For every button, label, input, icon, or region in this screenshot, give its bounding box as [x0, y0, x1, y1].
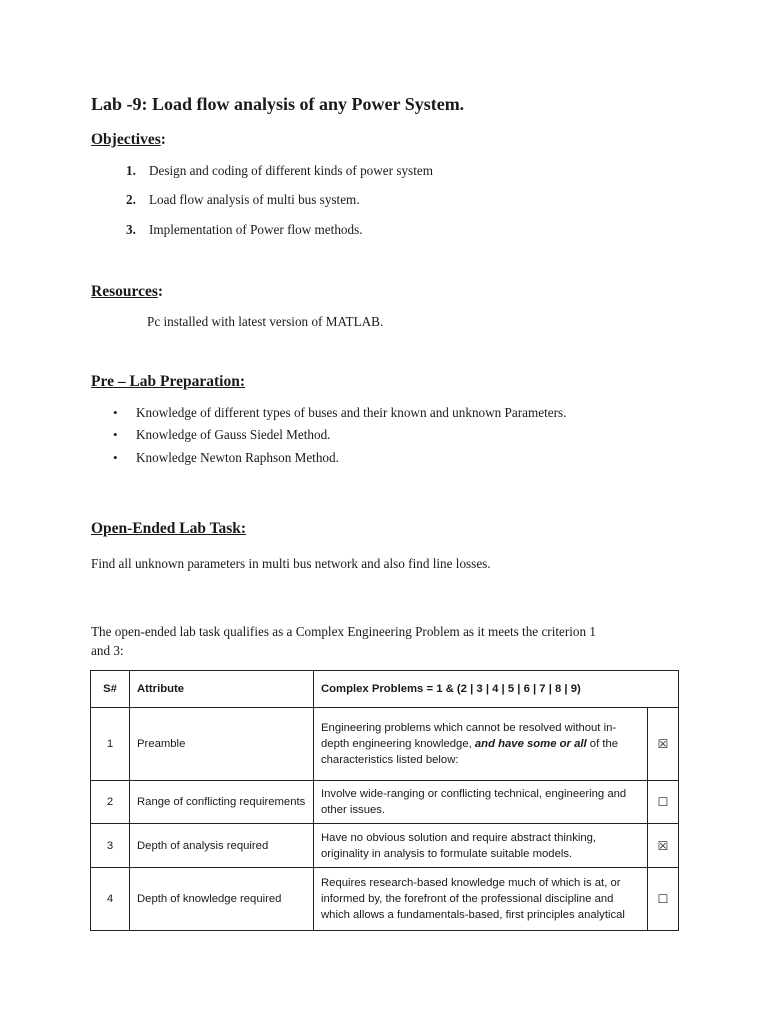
- list-item: Knowledge of Gauss Siedel Method.: [136, 427, 331, 442]
- bullet-icon: •: [113, 427, 118, 442]
- row-description: Requires research-based knowledge much of which is at, or informed by, the forefront of the professional discipline and which allows a fundamentals-based, first principles analytical: [314, 868, 648, 931]
- list-item-number: 1.: [126, 163, 136, 178]
- checked-box-icon[interactable]: ☒: [648, 824, 679, 868]
- table-row: [91, 868, 679, 931]
- row-sn: 4: [91, 868, 130, 931]
- open-task-heading: Open-Ended Lab Task:: [91, 520, 247, 537]
- table-row: [91, 824, 679, 868]
- header-complex-problems: Complex Problems = 1 & (2 | 3 | 4 | 5 | 6 | 7 | 8 | 9): [314, 671, 679, 708]
- row-description: Involve wide-ranging or conflicting technical, engineering and other issues.: [314, 781, 648, 824]
- row-description-part: Engineering problems which cannot be resolved without in-depth engineering knowledge,: [321, 722, 617, 750]
- header-sn: S#: [91, 671, 130, 708]
- row-description: [314, 708, 648, 781]
- row-description: Have no obvious solution and require abstract thinking, originality in analysis to formulate suitable models.: [314, 824, 648, 868]
- page-title: Lab -9: Load flow analysis of any Power System.: [91, 94, 465, 114]
- row-attribute: Range of conflicting requirements: [130, 781, 314, 824]
- list-item: Implementation of Power flow methods.: [149, 222, 363, 237]
- unchecked-box-icon[interactable]: ☐: [648, 868, 679, 931]
- row-sn: 2: [91, 781, 130, 824]
- list-item-number: 2.: [126, 192, 136, 207]
- row-attribute: Depth of knowledge required: [130, 868, 314, 931]
- resources-text: Pc installed with latest version of MATLAB.: [147, 314, 384, 329]
- unchecked-box-icon[interactable]: ☐: [648, 781, 679, 824]
- criteria-table: [90, 670, 679, 931]
- open-task-text: Find all unknown parameters in multi bus network and also find line losses.: [91, 556, 491, 571]
- list-item: Design and coding of different kinds of power system: [149, 163, 433, 178]
- qualify-text-line1: The open-ended lab task qualifies as a Complex Engineering Problem as it meets the criterion 1: [91, 624, 597, 639]
- list-item: Load flow analysis of multi bus system.: [149, 192, 360, 207]
- row-sn: 1: [91, 708, 130, 781]
- row-description-part: of the characteristics listed below:: [321, 738, 619, 766]
- list-item-number: 3.: [126, 222, 136, 237]
- header-attribute: Attribute: [130, 671, 314, 708]
- checked-box-icon[interactable]: ☒: [648, 708, 679, 781]
- bullet-icon: •: [113, 450, 118, 465]
- qualify-text-line2: and 3:: [91, 643, 124, 658]
- table-header-row: [91, 671, 679, 708]
- table-row: [91, 781, 679, 824]
- bullet-icon: •: [113, 405, 118, 420]
- table-row: [91, 708, 679, 781]
- resources-heading: Resources:: [91, 283, 164, 300]
- row-attribute: Depth of analysis required: [130, 824, 314, 868]
- prelab-heading: Pre – Lab Preparation:: [91, 373, 245, 390]
- objectives-heading: Objectives:: [91, 131, 166, 148]
- list-item: Knowledge of different types of buses and their known and unknown Parameters.: [136, 405, 567, 420]
- row-description-emphasis: and have some or all: [474, 738, 587, 750]
- list-item: Knowledge Newton Raphson Method.: [136, 450, 339, 465]
- row-attribute: Preamble: [130, 708, 314, 781]
- row-sn: 3: [91, 824, 130, 868]
